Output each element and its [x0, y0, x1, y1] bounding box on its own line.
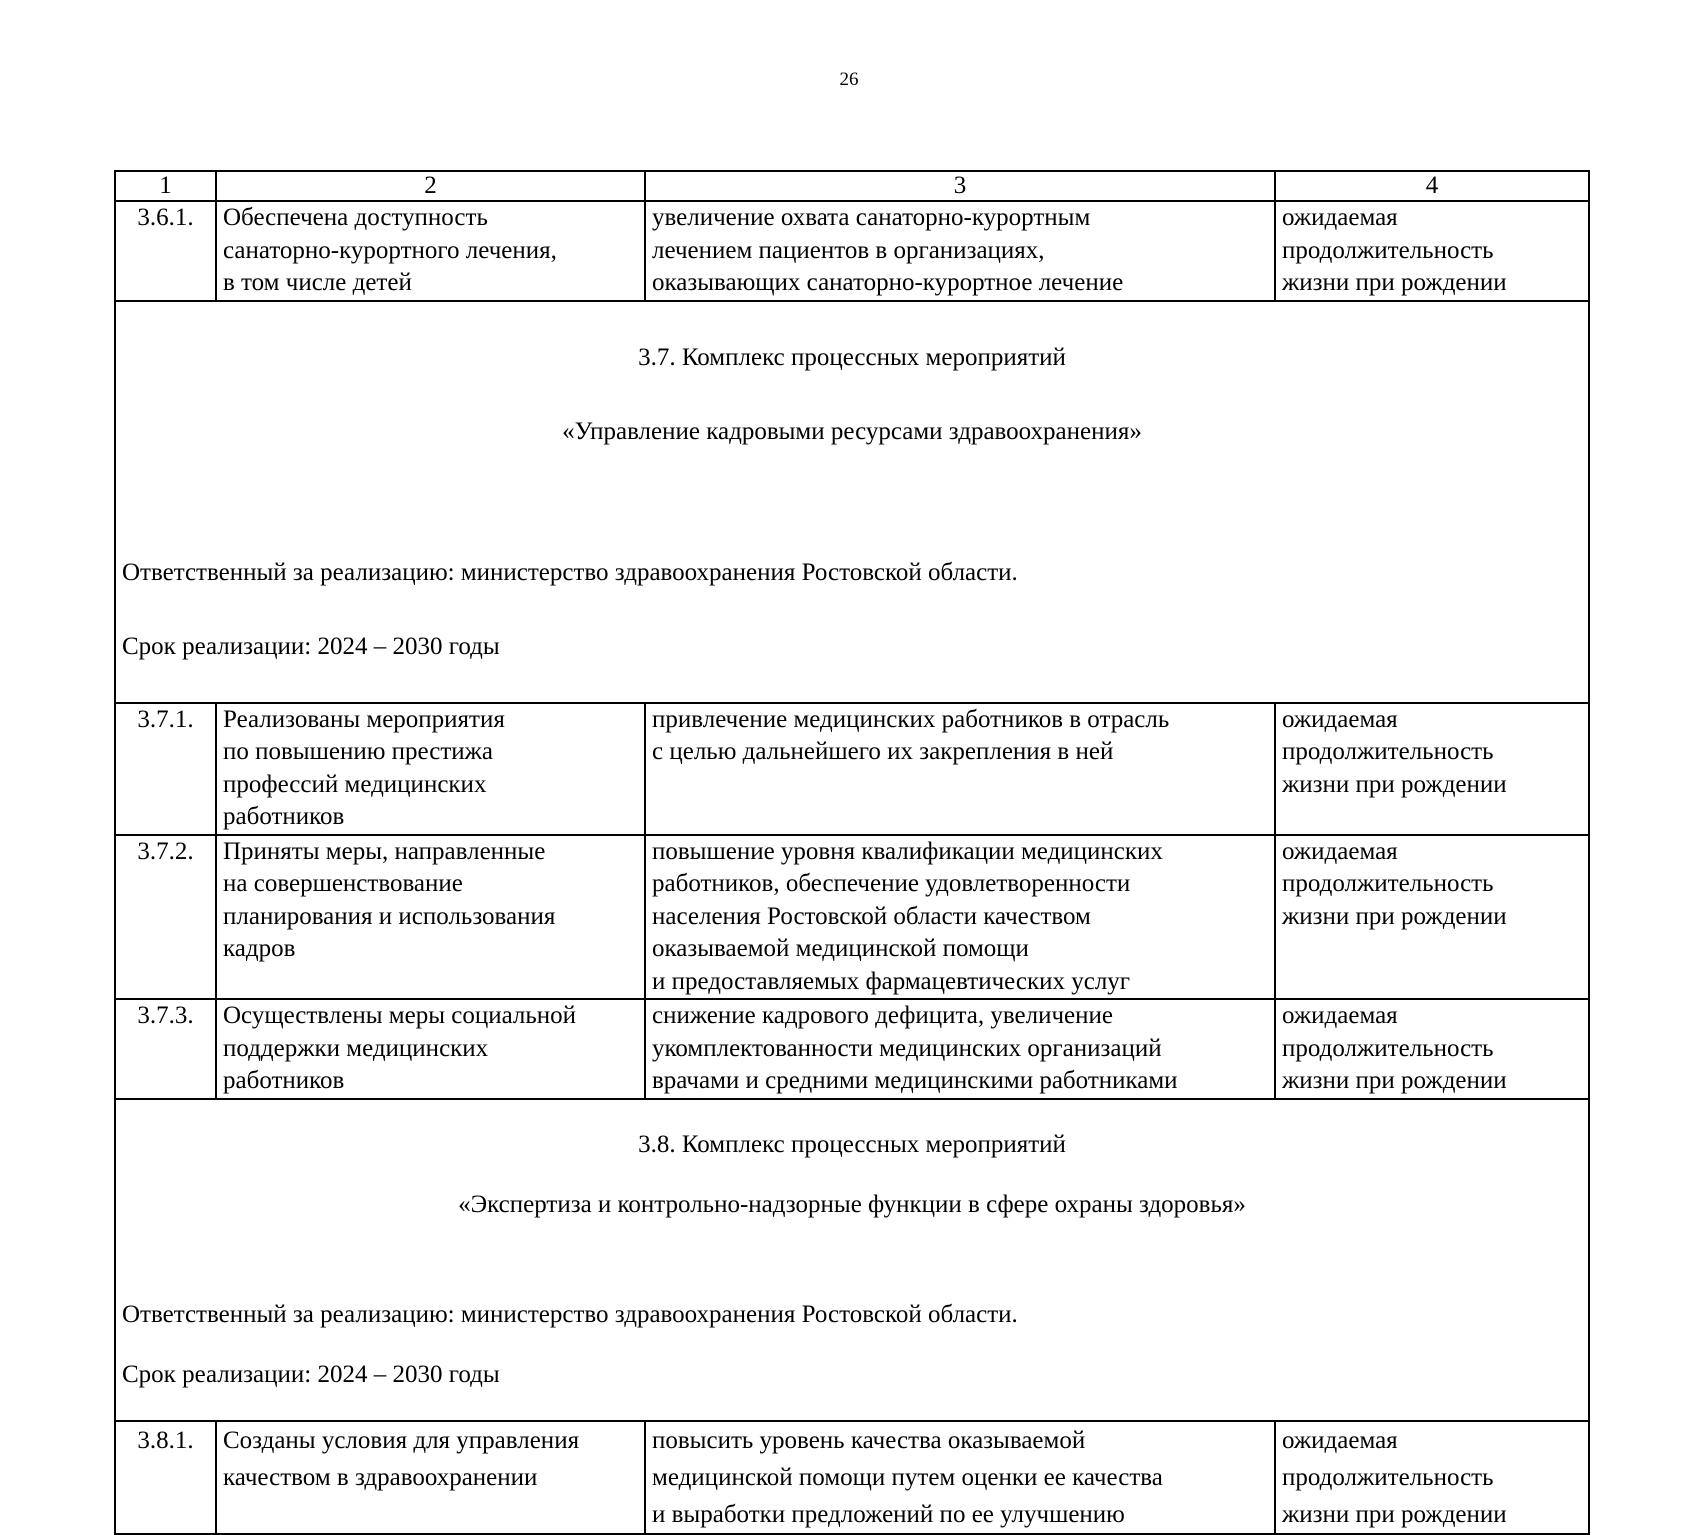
section-3-8	[115, 1099, 1589, 1421]
section-title-line2: «Экспертиза и контрольно-надзорные функции в сфере охраны здоровья»	[458, 1190, 1246, 1218]
row-indicator: ожидаемая продолжительность жизни при рождении	[1275, 201, 1589, 301]
table-row	[115, 999, 1589, 1099]
table-row	[115, 1421, 1589, 1534]
section-term: Срок реализации: 2024 – 2030 годы	[122, 632, 500, 660]
row-description: повышение уровня квалификации медицинских работников, обеспечение удовлетворенности населения Ростовской области качеством оказываемой медицинской помощи и предоставляемых фармацевтических услуг	[645, 835, 1275, 1000]
row-description: снижение кадрового дефицита, увеличение укомплектованности медицинских организаций врачами и средними медицинскими работниками	[645, 999, 1275, 1099]
row-result: Реализованы мероприятия по повышению престижа профессий медицинских работников	[216, 703, 645, 835]
section-title-line1: 3.7. Комплекс процессных мероприятий	[638, 343, 1066, 371]
row-indicator: ожидаемая продолжительность жизни при рождении	[1275, 703, 1589, 835]
row-indicator: ожидаемая продолжительность жизни при рождении	[1275, 835, 1589, 1000]
header-col-4: 4	[1275, 171, 1589, 201]
header-col-2: 2	[216, 171, 645, 201]
header-col-1: 1	[115, 171, 216, 201]
measures-table	[114, 170, 1590, 1535]
row-number: 3.8.1.	[115, 1421, 216, 1534]
row-result: Приняты меры, направленные на совершенствование планирования и использования кадров	[216, 835, 645, 1000]
table-row	[115, 201, 1589, 301]
section-responsible: Ответственный за реализацию: министерство здравоохранения Ростовской области.	[122, 1300, 1018, 1328]
table-header-row	[115, 171, 1589, 201]
row-result: Осуществлены меры социальной поддержки медицинских работников	[216, 999, 645, 1099]
row-number: 3.7.1.	[115, 703, 216, 835]
row-description: увеличение охвата санаторно-курортным лечением пациентов в организациях, оказывающих санаторно-курортное лечение	[645, 201, 1275, 301]
section-term: Срок реализации: 2024 – 2030 годы	[122, 1360, 500, 1388]
section-3-7	[115, 301, 1589, 703]
row-number: 3.7.2.	[115, 835, 216, 1000]
section-responsible: Ответственный за реализацию: министерство здравоохранения Ростовской области.	[122, 558, 1018, 586]
header-col-3: 3	[645, 171, 1275, 201]
row-description: повысить уровень качества оказываемой медицинской помощи путем оценки ее качества и выработки предложений по ее улучшению	[645, 1421, 1275, 1534]
row-number: 3.7.3.	[115, 999, 216, 1099]
row-result: Обеспечена доступность санаторно-курортного лечения, в том числе детей	[216, 201, 645, 301]
section-title-line1: 3.8. Комплекс процессных мероприятий	[638, 1130, 1066, 1158]
row-result: Созданы условия для управления качеством в здравоохранении	[216, 1421, 645, 1534]
section-row-3-7	[115, 301, 1589, 703]
row-description: привлечение медицинских работников в отрасль с целью дальнейшего их закрепления в ней	[645, 703, 1275, 835]
section-row-3-8	[115, 1099, 1589, 1421]
row-indicator: ожидаемая продолжительность жизни при рождении	[1275, 1421, 1589, 1534]
row-indicator: ожидаемая продолжительность жизни при рождении	[1275, 999, 1589, 1099]
row-number: 3.6.1.	[115, 201, 216, 301]
table-row	[115, 835, 1589, 1000]
section-title-line2: «Управление кадровыми ресурсами здравоохранения»	[562, 417, 1142, 445]
table-row	[115, 703, 1589, 835]
page-number: 26	[839, 69, 859, 90]
